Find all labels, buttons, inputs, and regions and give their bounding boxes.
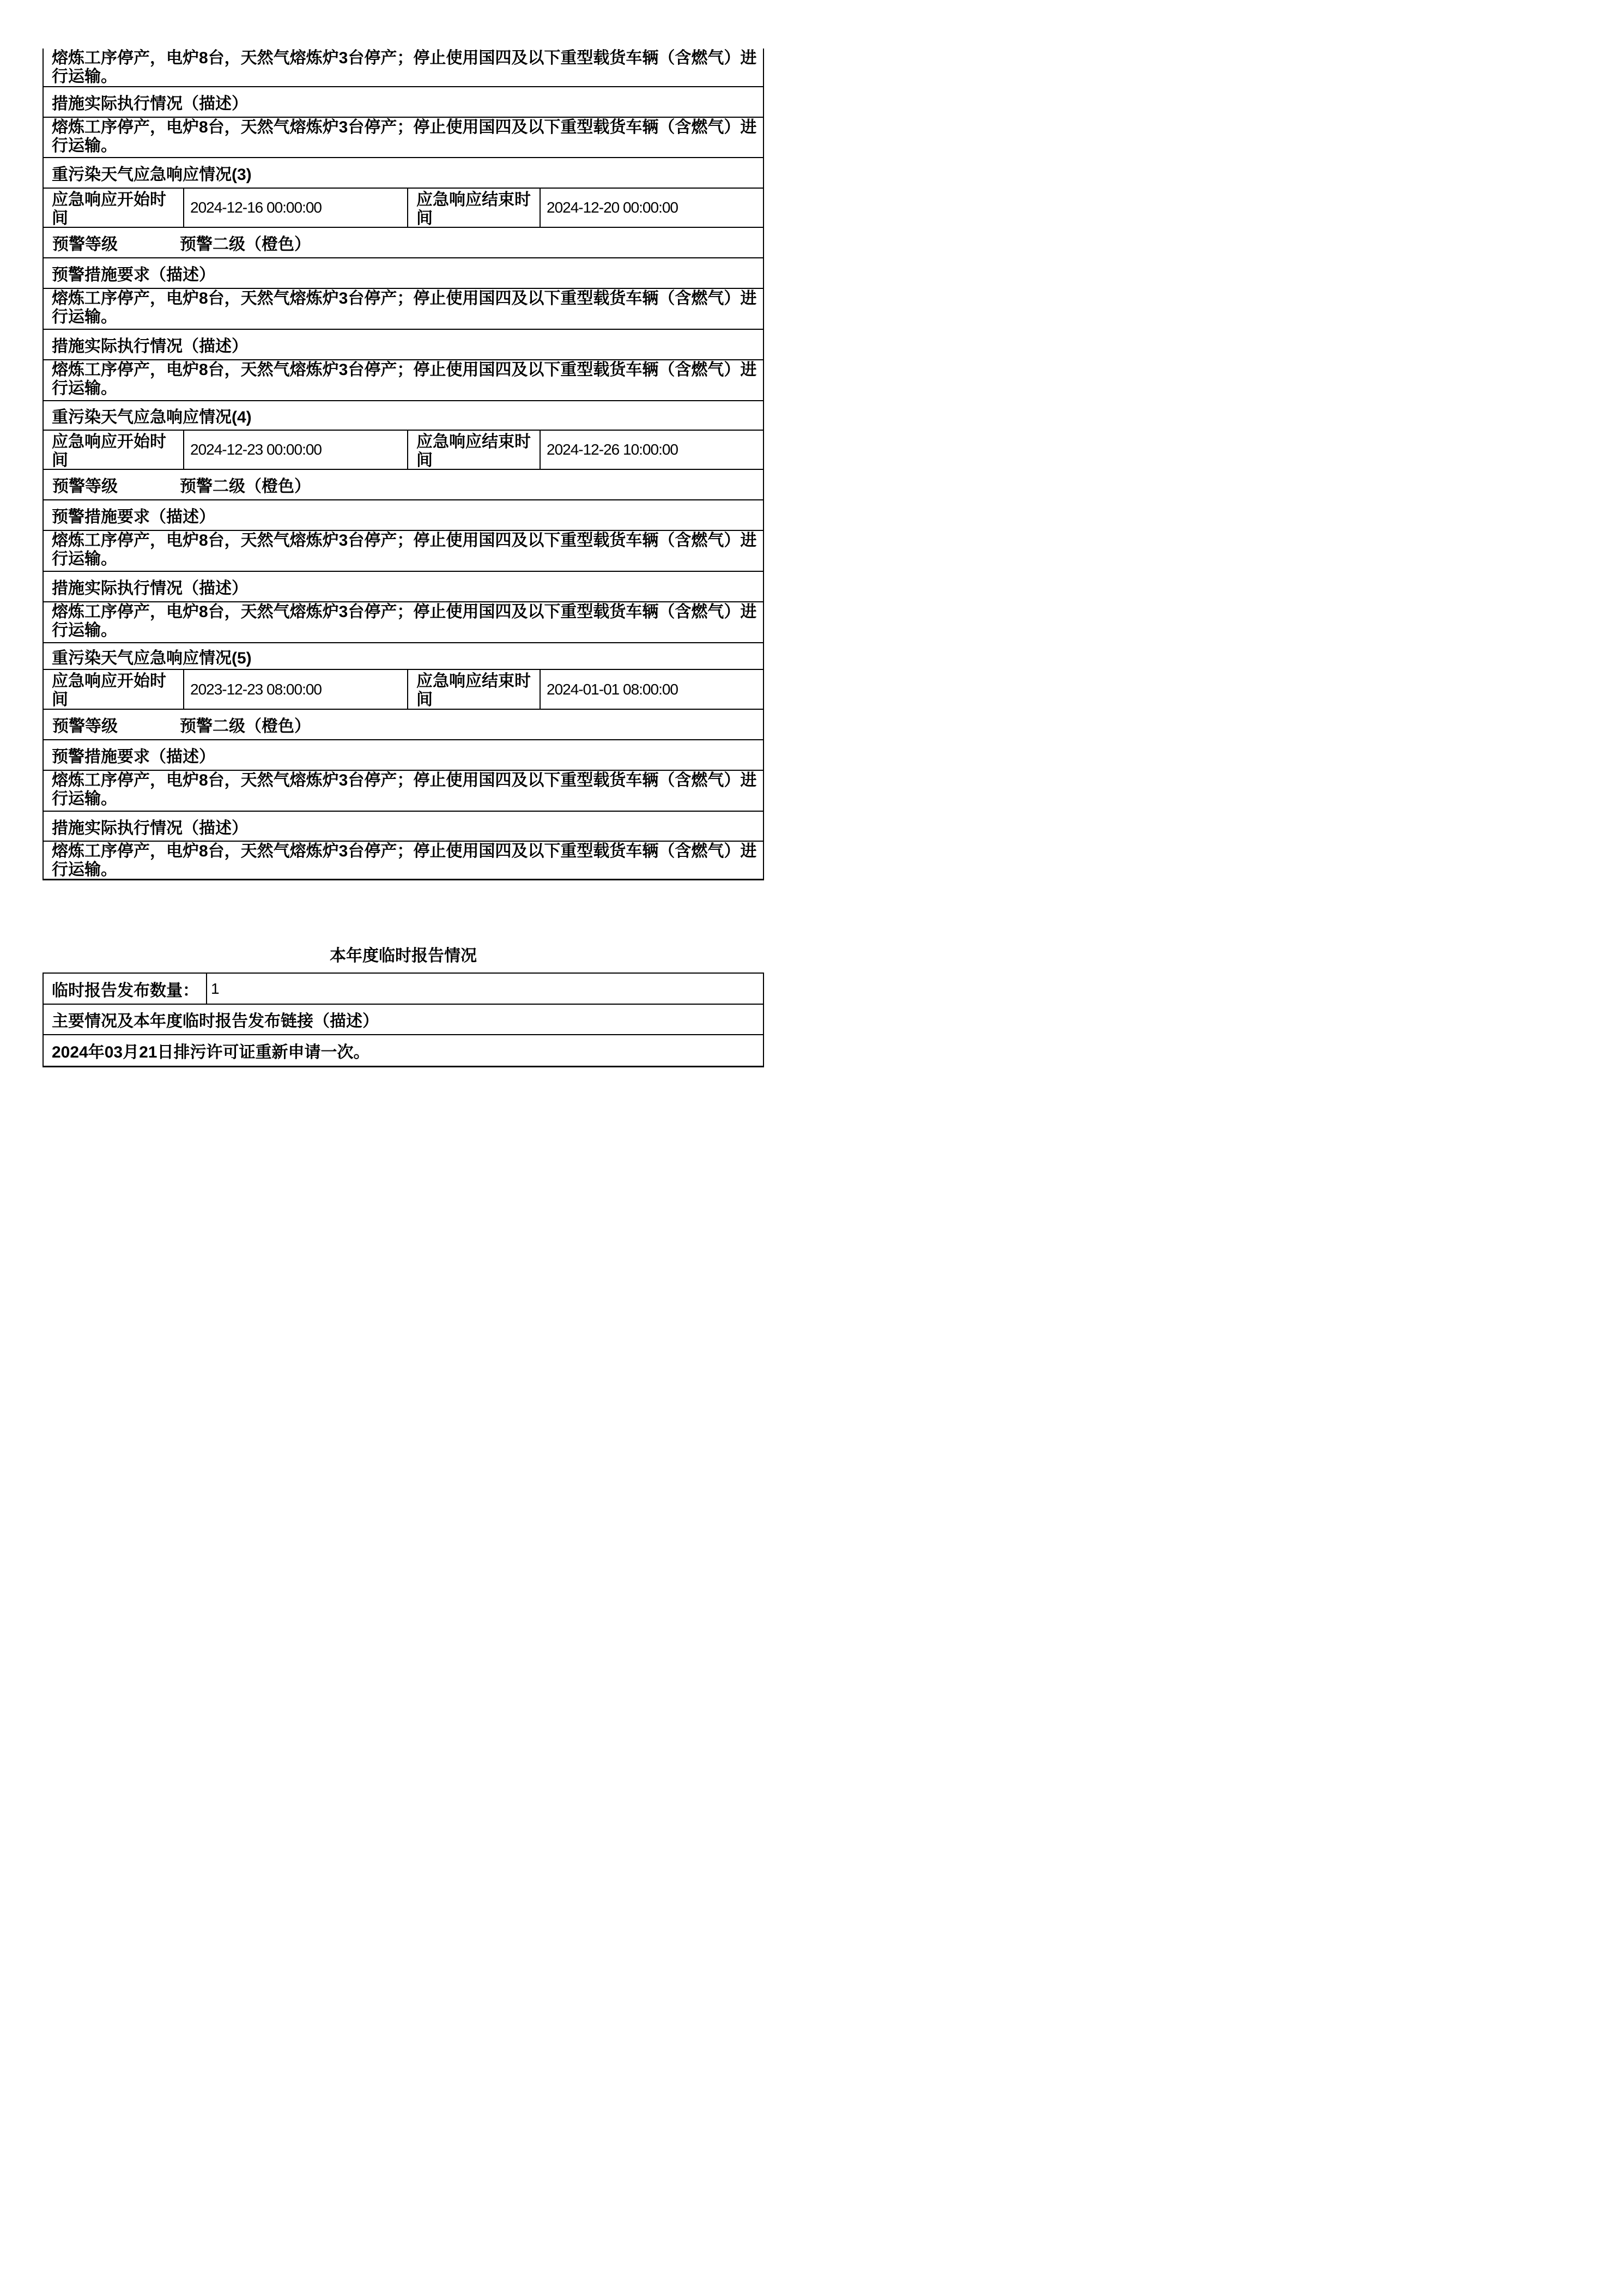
temp-report-title: 本年度临时报告情况 — [330, 947, 477, 965]
report-link-text-row — [44, 1035, 763, 1066]
table-row — [44, 330, 763, 360]
report-count-value: 1 — [206, 974, 763, 1004]
section-title: 重污染天气应急响应情况(4) — [52, 408, 252, 426]
measure-text-cell: 熔炼工序停产，电炉8台，天然气熔炼炉3台停产；停止使用国四及以下重型载货车辆（含燃气）进行运输。 — [52, 361, 757, 397]
warning-level-label: 预警等级 — [52, 717, 118, 735]
requirement-label: 预警措施要求（描述） — [52, 508, 215, 526]
emergency-response-table — [43, 49, 764, 880]
warning-level-value: 预警二级（橙色） — [180, 235, 311, 253]
table-row — [44, 360, 763, 401]
response-start-value: 2023-12-23 08:00:00 — [183, 670, 407, 709]
temp-report-table — [43, 973, 764, 1067]
measure-text-cell: 熔炼工序停产，电炉8台，天然气熔炼炉3台停产；停止使用国四及以下重型载货车辆（含燃气）进行运输。 — [52, 289, 757, 326]
table-row — [44, 812, 763, 842]
measure-text-cell: 熔炼工序停产，电炉8台，天然气熔炼炉3台停产；停止使用国四及以下重型载货车辆（含燃气）进行运输。 — [52, 49, 757, 86]
warning-level-value: 预警二级（橙色） — [180, 478, 311, 496]
requirement-label: 预警措施要求（描述） — [52, 266, 215, 284]
table-row — [44, 531, 763, 572]
measure-text-cell: 熔炼工序停产，电炉8台，天然气熔炼炉3台停产；停止使用国四及以下重型载货车辆（含燃气）进行运输。 — [52, 842, 757, 879]
response-time-row — [44, 189, 763, 228]
warning-level-label: 预警等级 — [52, 478, 118, 496]
response-start-label: 应急响应开始时间 — [52, 433, 166, 469]
table-row — [44, 49, 763, 87]
response-time-row — [44, 431, 763, 470]
response-time-row — [44, 670, 763, 710]
report-link-label: 主要情况及本年度临时报告发布链接（描述） — [52, 1012, 379, 1030]
table-row — [44, 842, 763, 880]
table-row — [44, 87, 763, 118]
response-end-label: 应急响应结束时间 — [407, 189, 540, 227]
table-row — [44, 572, 763, 602]
warning-level-label: 预警等级 — [52, 235, 118, 253]
warning-level-row — [44, 228, 763, 258]
warning-level-row — [44, 470, 763, 500]
table-row — [44, 258, 763, 289]
section-header-row — [44, 158, 763, 189]
report-count-label: 临时报告发布数量： — [52, 981, 199, 1000]
table-row — [44, 289, 763, 330]
section-title: 重污染天气应急响应情况(3) — [52, 166, 252, 184]
report-count-row — [44, 974, 763, 1005]
response-start-value: 2024-12-23 00:00:00 — [183, 431, 407, 469]
table-row — [44, 740, 763, 771]
section-header-row — [44, 643, 763, 670]
report-link-label-row — [44, 1005, 763, 1035]
response-end-label: 应急响应结束时间 — [407, 670, 540, 709]
response-end-value: 2024-12-20 00:00:00 — [540, 189, 763, 227]
measure-text-cell: 熔炼工序停产，电炉8台，天然气熔炼炉3台停产；停止使用国四及以下重型载货车辆（含燃气）进行运输。 — [52, 603, 757, 639]
requirement-label: 预警措施要求（描述） — [52, 748, 215, 766]
response-end-value: 2024-01-01 08:00:00 — [540, 670, 763, 709]
measure-text-cell: 熔炼工序停产，电炉8台，天然气熔炼炉3台停产；停止使用国四及以下重型载货车辆（含燃气）进行运输。 — [52, 771, 757, 808]
response-end-value: 2024-12-26 10:00:00 — [540, 431, 763, 469]
annual-report-page — [0, 0, 812, 1148]
table-row — [44, 118, 763, 158]
measure-text-cell: 熔炼工序停产，电炉8台，天然气熔炼炉3台停产；停止使用国四及以下重型载货车辆（含燃气）进行运输。 — [52, 532, 757, 568]
response-start-value: 2024-12-16 00:00:00 — [183, 189, 407, 227]
response-start-label: 应急响应开始时间 — [52, 672, 166, 709]
execution-label: 措施实际执行情况（描述） — [52, 337, 248, 355]
table-row — [44, 771, 763, 812]
table-row — [44, 602, 763, 643]
warning-level-value: 预警二级（橙色） — [180, 717, 311, 735]
execution-label: 措施实际执行情况（描述） — [52, 579, 248, 597]
execution-label: 措施实际执行情况（描述） — [52, 95, 248, 113]
response-end-label: 应急响应结束时间 — [407, 431, 540, 469]
table-row — [44, 500, 763, 531]
section-title: 重污染天气应急响应情况(5) — [52, 649, 252, 667]
execution-label: 措施实际执行情况（描述） — [52, 819, 248, 837]
section-header-row — [44, 401, 763, 431]
response-start-label: 应急响应开始时间 — [52, 191, 166, 227]
measure-text-cell: 熔炼工序停产，电炉8台，天然气熔炼炉3台停产；停止使用国四及以下重型载货车辆（含燃气）进行运输。 — [52, 118, 757, 155]
report-link-text: 2024年03月21日排污许可证重新申请一次。 — [52, 1043, 370, 1061]
warning-level-row — [44, 710, 763, 740]
